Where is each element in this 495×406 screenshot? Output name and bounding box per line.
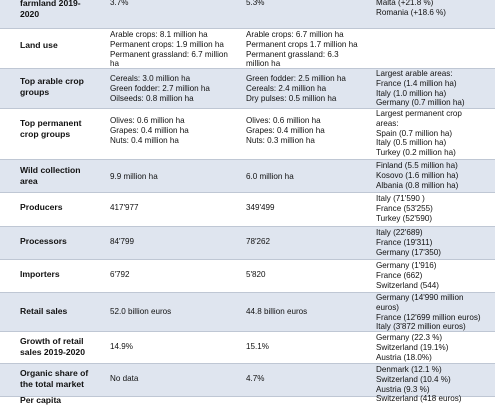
cell-line: Germany (14'990 million [376,293,464,302]
cell-line: Permanent crops: 1.9 million ha [110,39,224,49]
cell-line: Denmark (12.1 %) [376,365,442,374]
countries-cell [376,0,495,18]
cell-line: Permanent grassland: 6.7 million [110,49,228,59]
countries-cell [376,228,495,257]
eu-cell [246,74,374,103]
cell-line: Austria (9.3 %) [376,384,430,394]
cell-line: Arable crops: 8.1 million ha [110,30,208,39]
eu-cell [246,307,374,317]
eu-cell [246,237,374,247]
cell-line: Turkey (0.2 million ha) [376,148,456,158]
europe-cell [110,342,240,352]
cell-line: Grapes: 0.4 million ha [110,125,189,135]
cell-line: 44.8 billion euros [246,307,308,316]
row-label-line: Organic share of [20,368,89,378]
cell-line: 6'792 [110,270,130,279]
table-row [0,160,495,193]
cell-line: Grapes: 0.4 million ha [246,125,325,135]
cell-line: Cereals: 2.4 million ha [246,83,327,93]
cell-line: Oilseeds: 0.8 million ha [110,93,194,103]
row-label [20,165,105,186]
eu-cell [246,30,374,69]
eu-cell [246,0,374,8]
table-row [0,293,495,332]
row-label [20,306,105,317]
row-label [20,118,105,139]
table-row [0,260,495,293]
europe-cell [110,74,240,103]
cell-line: France (1.4 million ha) [376,78,457,88]
row-label-line: Top permanent [20,118,82,128]
row-label-line: groups [20,86,50,97]
cell-line: 3.7% [110,0,129,7]
row-label-line: the total market [20,378,84,389]
europe-cell [110,374,240,384]
countries-cell [376,109,495,158]
cell-line: Switzerland (418 euros) [376,394,462,403]
countries-cell [376,365,495,394]
cell-line: Cereals: 3.0 million ha [110,74,191,83]
row-label [20,40,105,51]
cell-line: Nuts: 0.4 million ha [110,135,179,145]
cell-line: million ha [246,59,281,69]
cell-line: 417'977 [110,203,139,212]
row-label-line: 2020 [20,8,40,19]
row-label-line: Producers [20,202,63,212]
row-label [20,0,105,19]
cell-line: Germany (22.3 %) [376,333,443,342]
europe-cell [110,237,240,247]
europe-cell [110,270,240,280]
countries-cell [376,394,495,404]
cell-line: 84'799 [110,237,135,246]
cell-line: Italy (22'689) [376,228,423,237]
cell-line: Austria (18.0%) [376,352,432,362]
cell-line: Switzerland (544) [376,280,439,290]
europe-cell [110,203,240,213]
cell-line: 6.0 million ha [246,172,294,181]
cell-line: France (19'311) [376,237,433,247]
row-label-line: Growth of retail [20,336,84,346]
cell-line: Italy (71'590 ) [376,194,425,203]
row-label-line: area [20,175,38,186]
row-label-line: crop groups [20,128,71,139]
cell-line: Italy (3'872 million euros) [376,322,466,332]
cell-line: Green fodder: 2.7 million ha [110,83,210,93]
eu-cell [246,116,374,145]
cell-line: euros) [376,302,399,312]
cell-line: Largest arable areas: [376,69,453,78]
europe-cell [110,0,240,8]
countries-cell [376,194,495,223]
row-label-line: farmland 2019- [20,0,81,8]
cell-line: Finland (5.5 million ha) [376,161,458,170]
cell-line: Olives: 0.6 million ha [110,116,185,125]
cell-line: areas: [376,118,399,128]
cell-line: Dry pulses: 0.5 million ha [246,93,337,103]
cell-line: No data [110,374,139,383]
cell-line: France (12'699 million euros) [376,312,481,322]
cell-line: Switzerland (19.1%) [376,342,449,352]
eu-cell [246,374,374,384]
countries-cell [376,161,495,190]
countries-cell [376,69,495,108]
table-row [0,364,495,397]
cell-line: Green fodder: 2.5 million ha [246,74,346,83]
row-label [20,368,105,389]
cell-line: 5.3% [246,0,265,7]
row-label-line: Retail sales [20,306,68,316]
row-label-line: Top arable crop [20,76,84,86]
row-label [20,202,105,213]
cell-line: Malta (+21.8 %) [376,0,434,7]
row-label [20,395,105,406]
row-label-line: Per capita [20,395,62,405]
cell-line: France (53'255) [376,203,433,213]
cell-line: ha [110,59,120,69]
row-label [20,269,105,280]
row-label-line: Land use [20,40,58,50]
row-label-line: Importers [20,269,60,279]
row-label-line: sales 2019-2020 [20,346,85,357]
eu-cell [246,203,374,213]
row-label [20,336,105,357]
eu-cell [246,172,374,182]
table-row [0,193,495,227]
countries-cell [376,293,495,332]
cell-line: Arable crops: 6.7 million ha [246,30,344,39]
table-row [0,394,495,405]
eu-cell [246,270,374,280]
cell-line: Switzerland (10.4 %) [376,374,451,384]
cell-line: Romania (+18.6 %) [376,7,446,17]
europe-cell [110,30,240,69]
cell-line: 78'262 [246,237,271,246]
cell-line: Permanent grassland: 6.3 [246,49,339,59]
cell-line: 14.9% [110,342,133,351]
cell-line: France (662) [376,270,423,280]
table-row [0,69,495,109]
cell-line: Turkey (52'590) [376,213,433,223]
cell-line: Olives: 0.6 million ha [246,116,321,125]
cell-line: Germany (0.7 million ha) [376,98,465,108]
europe-cell [110,116,240,145]
cell-line: 52.0 billion euros [110,307,172,316]
cell-line: Germany (1'916) [376,261,437,270]
row-label [20,76,105,97]
table-row [0,0,495,29]
row-label [20,236,105,247]
row-label-line: Wild collection [20,165,81,175]
europe-cell [110,307,240,317]
cell-line: Italy (0.5 million ha) [376,138,447,148]
cell-line: Nuts: 0.3 million ha [246,135,315,145]
cell-line: 15.1% [246,342,269,351]
cell-line: 349'499 [246,203,275,212]
cell-line: 5'820 [246,270,266,279]
cell-line: Italy (1.0 million ha) [376,88,447,98]
table-row [0,227,495,260]
row-label-line: Processors [20,236,67,246]
cell-line: Albania (0.8 million ha) [376,180,459,190]
cell-line: 9.9 million ha [110,172,158,181]
cell-line: Kosovo (1.6 million ha) [376,170,459,180]
table-row [0,332,495,364]
countries-cell [376,333,495,362]
table-row [0,109,495,160]
table-row [0,29,495,69]
cell-line: Largest permanent crop [376,109,462,118]
countries-cell [376,261,495,290]
cell-line: Permanent crops 1.7 million ha [246,39,358,49]
cell-line: Germany (17'350) [376,247,441,257]
cell-line: 4.7% [246,374,265,383]
europe-cell [110,172,240,182]
cell-line: Spain (0.7 million ha) [376,128,453,138]
eu-cell [246,342,374,352]
